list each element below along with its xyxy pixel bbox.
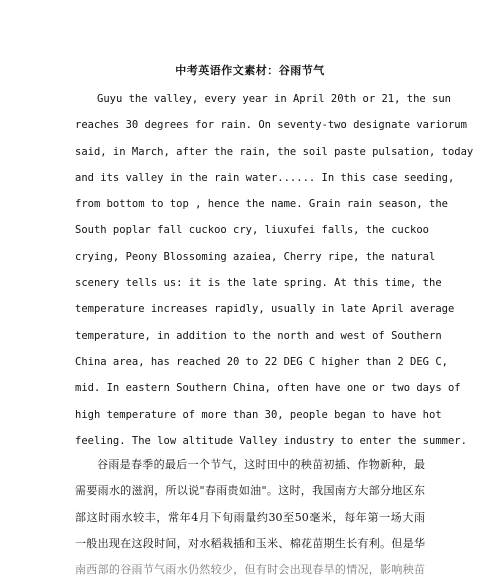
english-line: temperature increases rapidly, usually in late April average <box>75 303 455 316</box>
english-line: scenery tells us: it is the late spring. At this time, the <box>75 277 442 290</box>
english-line: and its valley in the rain water...... In this case seeding, <box>75 171 455 184</box>
english-line: mid. In eastern Southern China, often have one or two days of <box>75 382 461 395</box>
chinese-line: 南西部的谷雨节气雨水仍然较少，但有时会出现春旱的情况，影响秧苗 <box>75 563 425 577</box>
english-line: crying, Peony Blossoming azaiea, Cherry ripe, the natural <box>75 250 436 263</box>
document-title: 中考英语作文素材：谷雨节气 <box>175 64 325 77</box>
chinese-line: 谷雨是春季的最后一个节气，这时田中的秧苗初插、作物新种，最 <box>97 458 425 471</box>
english-line: reaches 30 degrees for rain. On seventy-two designate variorum <box>75 119 467 132</box>
chinese-line: 部这时雨水较丰，常年4月下旬雨量约30至50毫米，每年第一场大雨 <box>75 510 425 524</box>
chinese-line: 需要雨水的滋润，所以说"春雨贵如油"。这时，我国南方大部分地区东 <box>75 484 425 498</box>
english-line: feeling. The low altitude Valley industry to enter the summer. <box>75 434 467 447</box>
english-line: China area, has reached 20 to 22 DEG C higher than 2 DEG C, <box>75 355 448 368</box>
english-line: Guyu the valley, every year in April 20th or 21, the sun <box>97 93 452 105</box>
english-line: from bottom to top , hence the name. Grain rain season, the <box>75 198 448 211</box>
english-line: temperature, in addition to the north and west of Southern <box>75 329 442 342</box>
chinese-line: 一般出现在这段时间，对水稻栽插和玉米、棉花苗期生长有利。但是华 <box>75 536 425 550</box>
english-line: South poplar fall cuckoo cry, liuxufei falls, the cuckoo <box>75 224 430 237</box>
chinese-paragraph <box>75 457 425 577</box>
english-paragraph <box>75 91 474 459</box>
english-line: high temperature of more than 30, people began to have hot <box>75 408 442 421</box>
english-line: said, in March, after the rain, the soil paste pulsation, today <box>75 145 474 158</box>
